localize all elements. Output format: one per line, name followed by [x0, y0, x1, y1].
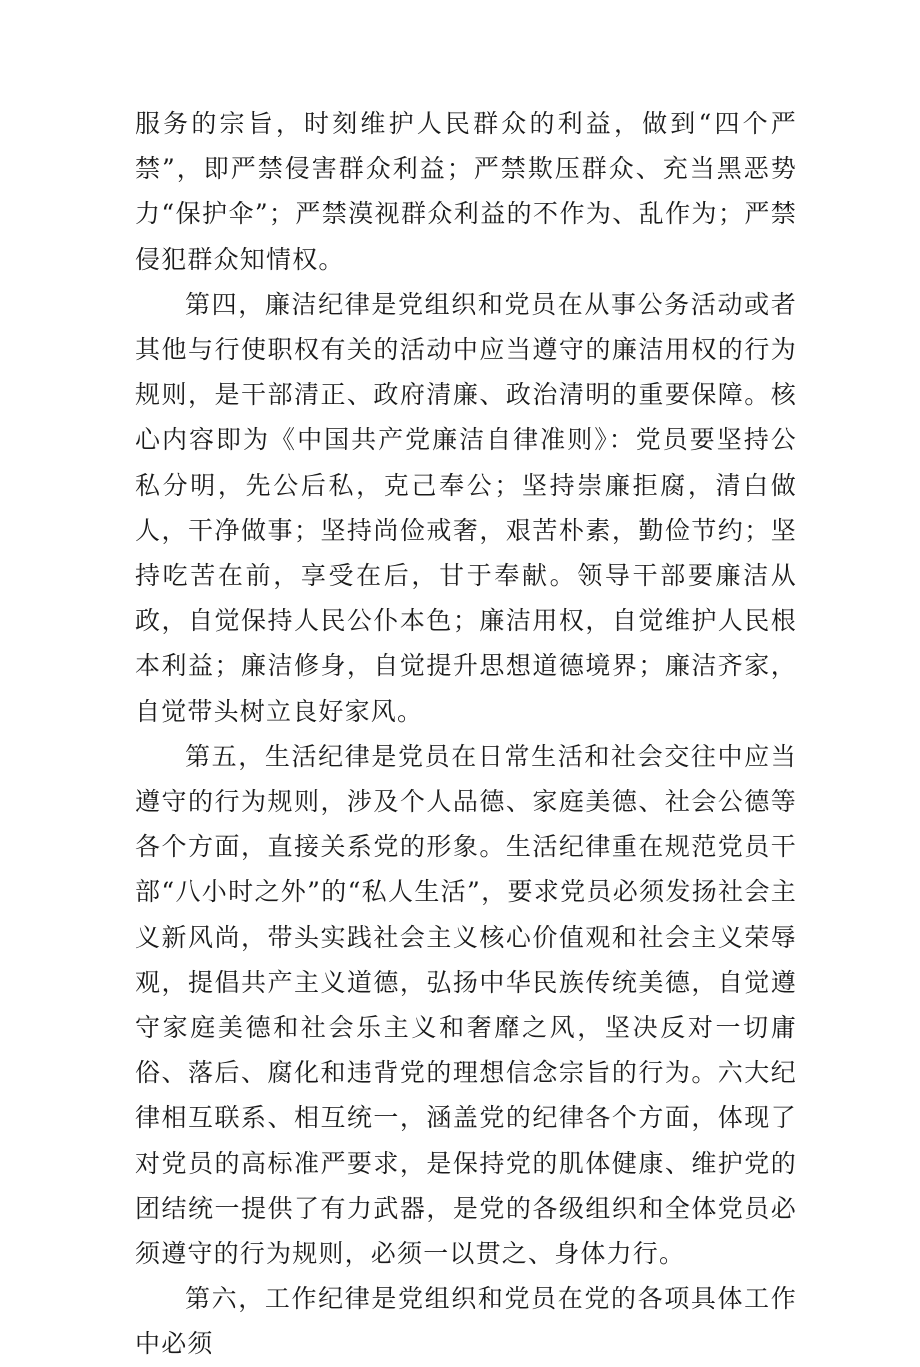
paragraph-2: 第四，廉洁纪律是党组织和党员在从事公务活动或者其他与行使职权有关的活动中应当遵守的廉洁用权的行为规则，是干部清正、政府清廉、政治清明的重要保障。核心内容即为《中国共产党廉洁自律准则》：党员要坚持公私分明，先公后私，克己奉公；坚持崇廉拒腐，清白做人，干净做事；坚持尚俭戒奢，艰苦朴素，勤俭节约；坚持吃苦在前，享受在后，甘于奉献。领导干部要廉洁从政，自觉保持人民公仆本色；廉洁用权，自觉维护人民根本利益；廉洁修身，自觉提升思想道德境界；廉洁齐家，自觉带头树立良好家风。 — [135, 289, 797, 726]
document-body — [135, 101, 797, 1367]
paragraph-3: 第五，生活纪律是党员在日常生活和社会交往中应当遵守的行为规则，涉及个人品德、家庭美德、社会公德等各个方面，直接关系党的形象。生活纪律重在规范党员干部“八小时之外”的“私人生活”，要求党员必须发扬社会主义新风尚，带头实践社会主义核心价值观和社会主义荣辱观，提倡共产主义道德，弘扬中华民族传统美德，自觉遵守家庭美德和社会乐主义和奢靡之风，坚决反对一切庸俗、落后、腐化和违背党的理想信念宗旨的行为。六大纪律相互联系、相互统一，涵盖党的纪律各个方面，体现了对党员的高标准严要求，是保持党的肌体健康、维护党的团结统一提供了有力武器，是党的各级组织和全体党员必须遵守的行为规则，必须一以贯之、身体力行。 — [135, 741, 797, 1269]
paragraph-4: 第六，工作纪律是党组织和党员在党的各项具体工作中必须 — [135, 1284, 797, 1359]
paragraph-1: 服务的宗旨，时刻维护人民群众的利益，做到“四个严禁”，即严禁侵害群众利益；严禁欺压群众、充当黑恶势力“保护伞”；严禁漠视群众利益的不作为、乱作为；严禁侵犯群众知情权。 — [135, 109, 797, 274]
